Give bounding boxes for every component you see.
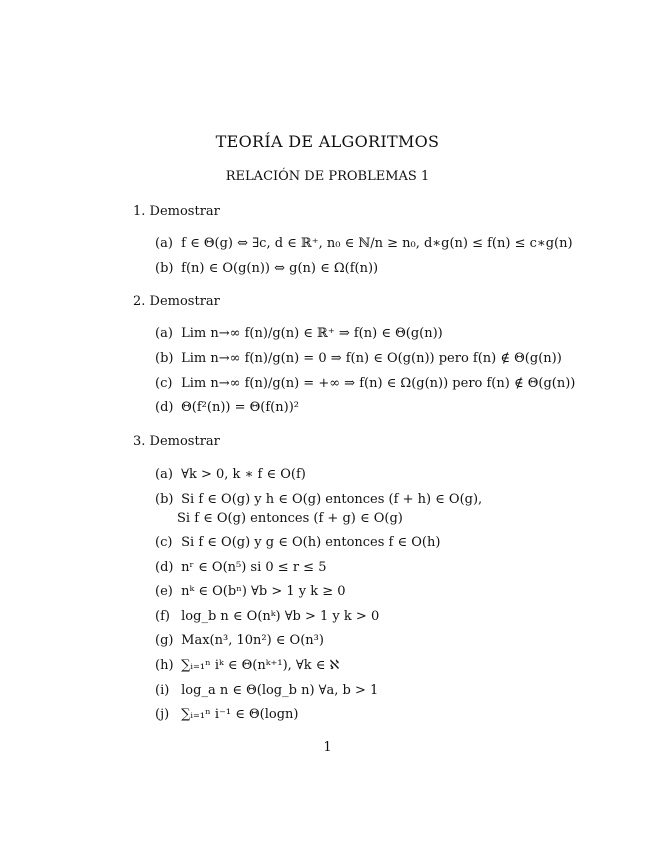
page-title: TEORÍA DE ALGORITMOS: [215, 132, 440, 151]
problem-item: [155, 683, 378, 698]
problem-item: [155, 261, 378, 276]
problem-item: [155, 584, 346, 599]
item-formula: Lim n→∞ f(n)/g(n) = +∞ ⇒ f(n) ∈ Ω(g(n)) pero f(n) ∉ Θ(g(n)): [181, 376, 576, 391]
item-label: (h): [155, 658, 174, 673]
page-subtitle: RELACIÓN DE PROBLEMAS 1: [225, 169, 430, 184]
item-label: (j): [155, 707, 170, 722]
item-label: (g): [155, 633, 174, 648]
problem-item: [155, 535, 440, 550]
problem-item: [155, 707, 298, 722]
problem-item: [155, 400, 299, 415]
item-formula: Si f ∈ O(g) y g ∈ O(h) entonces f ∈ O(h): [181, 535, 441, 550]
item-label: (a): [155, 467, 173, 482]
item-formula: ∀k > 0, k ∗ f ∈ O(f): [181, 467, 306, 482]
item-formula: ∑ᵢ₌₁ⁿ i⁻¹ ∈ Θ(logn): [181, 707, 299, 722]
problem-item: [155, 326, 443, 341]
item-label: (a): [155, 326, 173, 341]
item-formula: Lim n→∞ f(n)/g(n) = 0 ⇒ f(n) ∈ O(g(n)) pero f(n) ∉ Θ(g(n)): [181, 351, 562, 366]
item-label: (c): [155, 376, 173, 391]
problem-item: [155, 376, 575, 391]
problem-item: [155, 633, 324, 648]
item-formula: Si f ∈ O(g) y h ∈ O(g) entonces (f + h) ∈ O(g),: [181, 492, 483, 507]
item-formula: nʳ ∈ O(n⁵) si 0 ≤ r ≤ 5: [181, 560, 327, 575]
item-formula: Θ(f²(n)) = Θ(f(n))²: [181, 400, 299, 415]
item-formula: nᵏ ∈ O(bⁿ) ∀b > 1 y k ≥ 0: [181, 584, 346, 599]
item-formula: log_a n ∈ Θ(log_b n) ∀a, b > 1: [181, 683, 379, 698]
item-formula: f ∈ Θ(g) ⇔ ∃c, d ∈ ℝ⁺, n₀ ∈ ℕ/n ≥ n₀, d∗g(n) ≤ f(n) ≤ c∗g(n): [181, 236, 573, 251]
item-label: (d): [155, 400, 174, 415]
problem-item: [155, 467, 306, 482]
item-label: (b): [155, 351, 174, 366]
item-label: (c): [155, 535, 173, 550]
problem-item: [155, 236, 573, 251]
problem-item: [155, 560, 326, 575]
item-label: (b): [155, 261, 174, 276]
item-label: (d): [155, 560, 174, 575]
item-continuation: Si f ∈ O(g) entonces (f + g) ∈ O(g): [177, 511, 403, 526]
item-formula: f(n) ∈ O(g(n)) ⇔ g(n) ∈ Ω(f(n)): [181, 261, 379, 276]
item-label: (a): [155, 236, 173, 251]
item-label: (e): [155, 584, 173, 599]
item-formula: Lim n→∞ f(n)/g(n) ∈ ℝ⁺ ⇒ f(n) ∈ Θ(g(n)): [181, 326, 443, 341]
item-label: (i): [155, 683, 170, 698]
section-heading-3: 3. Demostrar: [133, 434, 220, 449]
problem-item: [155, 492, 482, 507]
section-heading-1: 1. Demostrar: [133, 204, 220, 219]
item-label: (b): [155, 492, 174, 507]
problem-item: [155, 609, 379, 624]
page-number: 1: [323, 740, 332, 755]
section-heading-2: 2. Demostrar: [133, 294, 220, 309]
problem-item: [155, 658, 339, 673]
item-formula: ∑ᵢ₌₁ⁿ iᵏ ∈ Θ(nᵏ⁺¹), ∀k ∈ ℵ: [181, 658, 340, 673]
item-label: (f): [155, 609, 170, 624]
item-formula: Max(n³, 10n²) ∈ O(n³): [181, 633, 324, 648]
item-formula: log_b n ∈ O(nᵏ) ∀b > 1 y k > 0: [181, 609, 380, 624]
problem-item: [155, 351, 562, 366]
